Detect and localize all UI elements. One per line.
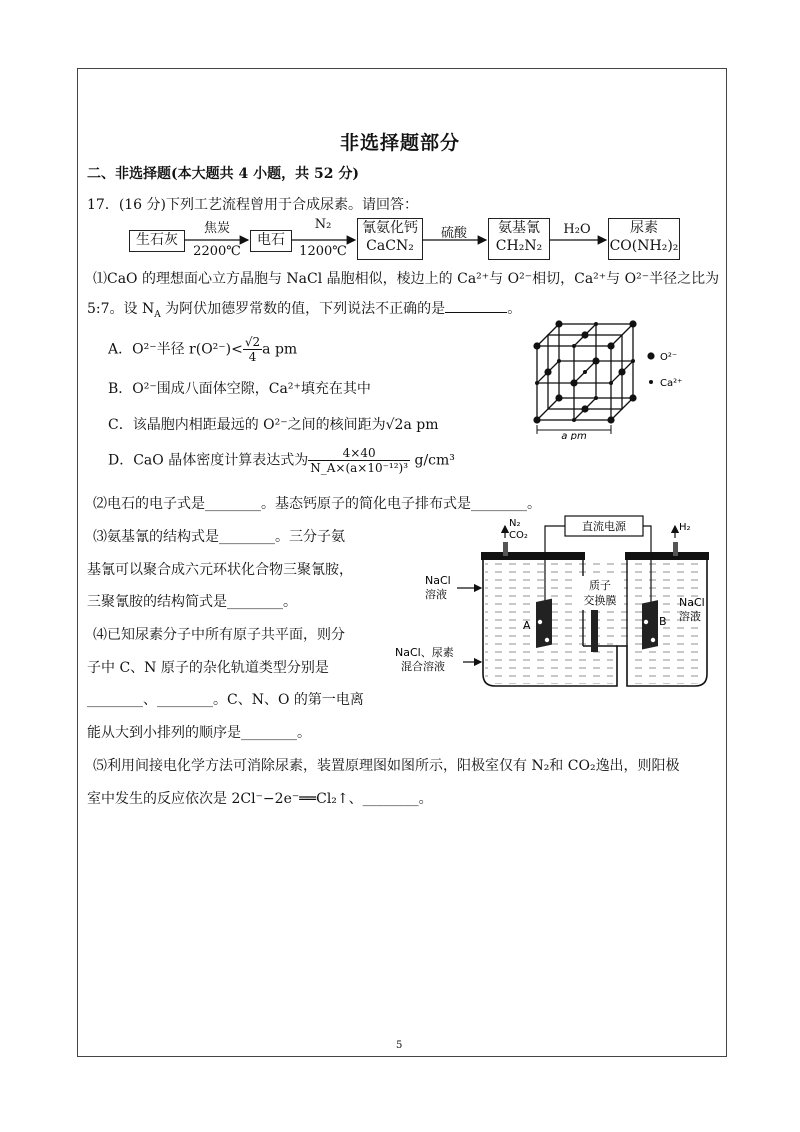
left-input2-line2: 混合溶液 (401, 660, 445, 673)
option-b: B．O²⁻围成八面体空隙，Ca²⁺填充在其中 (108, 381, 371, 397)
gas-left-n2: N₂ (509, 518, 521, 529)
q17-part4-line2: 子中 C、N 原子的杂化轨道类型分别是 (87, 660, 329, 676)
q17-part4-line1: ⑷已知尿素分子中所有原子共平面，则分 (93, 627, 345, 643)
answer-blank (445, 300, 507, 313)
flow-arrow2-top: N₂ (314, 217, 332, 232)
q17-part4-line3: ________、________。C、N、O 的第一电离 (87, 692, 364, 708)
option-c: C．该晶胞内相距最远的 O²⁻之间的核间距为√2a pm (108, 417, 439, 433)
power-supply-label: 直流电源 (582, 520, 626, 533)
legend-ca-dot (649, 380, 653, 384)
legend-o-label: O²⁻ (660, 352, 678, 363)
flow-arrow3-top: 硫酸 (440, 226, 467, 241)
page-number: 5 (396, 1040, 403, 1051)
left-input1-line1: NaCl (425, 574, 451, 587)
edge-dimension-label: a pm (561, 431, 587, 440)
gas-right-h2: H₂ (679, 522, 691, 533)
q17-part1-line2: 5:7。设 $N_A$ 为阿伏加德罗常数的值，下列说法不正确的是 。 (87, 301, 522, 320)
q17-part3-line3: 三聚氰胺的结构简式是________。 (87, 594, 297, 610)
electrode-b-label: B (659, 615, 667, 628)
flow-box3-line1: 氰氨化钙 (362, 220, 418, 236)
flow-box5-line2: CO(NH₂)₂ (609, 238, 679, 254)
membrane-label-2: 交换膜 (583, 594, 617, 607)
question-17-intro: 17．(16 分)下列工艺流程曾用于合成尿素。请回答： (87, 197, 419, 213)
q17-part3-line1: ⑶氨基氰的结构式是________。三分子氨 (93, 529, 345, 545)
option-a-fraction: $\frac{√2}{4}$ (244, 335, 261, 364)
right-solution-label-2: 溶液 (679, 610, 701, 623)
left-input2-line1: NaCl、尿素 (395, 646, 454, 659)
legend-o-dot (647, 352, 654, 359)
q17-part4-line4: 能从大到小排列的顺序是________。 (87, 725, 311, 741)
flow-box3-line2: CaCN₂ (366, 238, 414, 254)
flow-arrow1-bottom: 2200℃ (193, 244, 241, 259)
electrode-a-label: A (523, 619, 531, 632)
flow-box-carbide: 电石 (250, 230, 292, 252)
flow-box5-line1: 尿素 (630, 220, 658, 236)
flow-arrows (0, 0, 800, 300)
crystal-cell-figure (525, 318, 715, 440)
flow-box4-line1: 氨基氰 (498, 220, 540, 236)
gas-left-co2: CO₂ (509, 530, 528, 541)
q17-part1-line1: ⑴CaO 的理想面心立方晶胞与 NaCl 晶胞相似，棱边上的 Ca²⁺与 O²⁻相切，Ca²⁺与 O²⁻半径之比为 (93, 271, 720, 287)
q17-part3-line2: 基氰可以聚合成六元环状化合物三聚氰胺， (87, 562, 353, 578)
q17-part2: ⑵电石的电子式是________。基态钙原子的简化电子排布式是________。 (93, 496, 541, 512)
page-title: 非选择题部分 (339, 132, 460, 154)
option-a: A．O²⁻半径 r(O²⁻)< $\frac{√2}{4}$ a pm (108, 335, 298, 364)
q17-part5-line1: ⑸利用间接电化学方法可消除尿素，装置原理图如图所示，阳极室仅有 N₂和 CO₂逸出，则阳极 (93, 758, 680, 774)
right-solution-label-1: NaCl (679, 596, 705, 609)
section-heading: 二、非选择题(本大题共 4 小题，共 52 分) (87, 166, 359, 182)
left-input1-line2: 溶液 (425, 588, 447, 601)
flow-box-quicklime: 生石灰 (129, 230, 185, 252)
option-d: D．CaO 晶体密度计算表达式为 $\frac{4\times 40}{\text{N\_A×(a×10⁻¹²)³}}$ g/cm³ (108, 446, 455, 475)
electrolysis-cell-figure (395, 512, 720, 692)
legend-ca-label: Ca²⁺ (660, 378, 683, 389)
option-d-fraction: $\frac{4\times 40}{\text{N\_A×(a×10⁻¹²)³}}$ (310, 446, 409, 475)
flow-arrow4-top: H₂O (563, 222, 591, 237)
flow-arrow1-top: 焦炭 (203, 221, 230, 236)
flow-box4-line2: CH₂N₂ (495, 238, 543, 254)
membrane-label-1: 质子 (589, 579, 611, 592)
q17-part5-line2: 室中发生的反应依次是 2Cl⁻−2e⁻══Cl₂↑、________。 (87, 791, 433, 807)
flow-arrow2-bottom: 1200℃ (299, 244, 347, 259)
